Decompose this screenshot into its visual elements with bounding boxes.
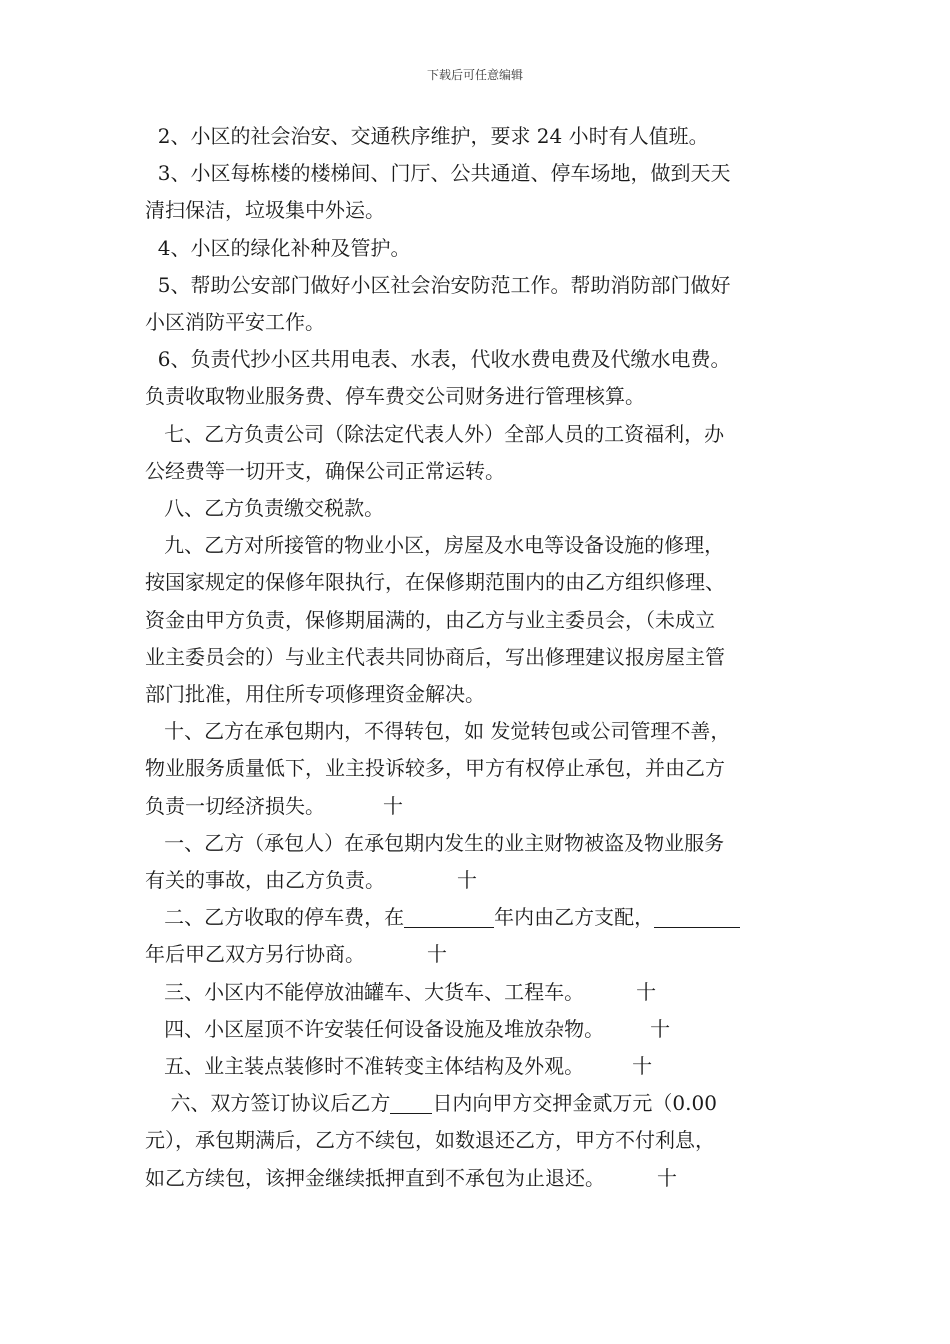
- document-body: [145, 118, 810, 1197]
- clause-line: 四、小区屋顶不许安装任何设备设施及堆放杂物。 十: [145, 1011, 810, 1048]
- clause-line: 九、乙方对所接管的物业小区，房屋及水电等设备设施的修理，: [145, 533, 725, 558]
- fill-in-blank: [404, 907, 494, 928]
- clause-line: 八、乙方负责缴交税款。: [145, 496, 385, 521]
- clause-paragraph: [145, 1048, 810, 1085]
- clause-paragraph: [145, 527, 810, 713]
- clause-line: 负责收取物业服务费、停车费交公司财务进行管理核算。: [145, 384, 645, 409]
- paragraph-end-mark: 十: [427, 942, 447, 967]
- clause-line: 小区消防平安工作。: [145, 310, 325, 335]
- clause-paragraph: [145, 490, 810, 527]
- clause-line: 公经费等一切开支，确保公司正常运转。: [145, 458, 505, 483]
- clause-line: 6、负责代抄小区共用电表、水表，代收水费电费及代缴水电费。: [145, 347, 731, 372]
- clause-paragraph: [145, 155, 810, 229]
- clause-line: 七、乙方负责公司（除法定代表人外）全部人员的工资福利，办: [145, 421, 725, 446]
- clause-paragraph: [145, 899, 810, 973]
- clause-line: 2、小区的社会治安、交通秩序维护，要求 24 小时有人值班。: [145, 124, 709, 148]
- clause-paragraph: [145, 1085, 810, 1197]
- clause-paragraph: [145, 974, 810, 1011]
- paragraph-end-mark: 十: [383, 793, 403, 818]
- clause-line: 年后甲乙双方另行协商。 十: [145, 936, 810, 973]
- clause-line: 按国家规定的保修年限执行，在保修期范围内的由乙方组织修理、: [145, 570, 725, 595]
- paragraph-end-mark: 十: [650, 1016, 671, 1041]
- paragraph-end-mark: 十: [632, 1054, 653, 1079]
- paragraph-end-mark: 十: [636, 979, 657, 1004]
- clause-paragraph: [145, 1011, 810, 1048]
- clause-line: 元），承包期满后，乙方不续包，如数退还乙方，甲方不付利息，: [145, 1128, 715, 1153]
- clause-line: 二、乙方收取的停车费，在 年内由乙方支配，: [145, 899, 810, 936]
- clause-paragraph: [145, 341, 810, 415]
- paragraph-end-mark: 十: [657, 1165, 677, 1190]
- clause-line: 业主委员会的）与业主代表共同协商后，写出修理建议报房屋主管: [145, 644, 725, 669]
- fill-in-blank: [654, 907, 740, 928]
- clause-line: 清扫保洁，垃圾集中外运。: [145, 198, 385, 223]
- clause-paragraph: [145, 416, 810, 490]
- fill-in-blank: [390, 1093, 432, 1114]
- clause-paragraph: [145, 713, 810, 825]
- clause-line: 资金由甲方负责，保修期届满的，由乙方与业主委员会，（未成立: [145, 607, 715, 632]
- clause-paragraph: [145, 230, 810, 267]
- clause-line: 六、双方签订协议后乙方 日内向甲方交押金贰万元（0.00: [145, 1091, 717, 1116]
- clause-line: 部门批准，用住所专项修理资金解决。: [145, 682, 485, 707]
- clause-paragraph: [145, 118, 810, 155]
- page-header: 下载后可任意编辑: [426, 68, 523, 82]
- clause-line: 5、帮助公安部门做好小区社会治安防范工作。帮助消防部门做好: [145, 272, 731, 297]
- clause-line: 负责一切经济损失。 十: [145, 788, 810, 825]
- clause-line: 十、乙方在承包期内，不得转包，如 发觉转包或公司管理不善，: [145, 719, 731, 744]
- clause-paragraph: [145, 825, 810, 899]
- clause-line: 3、小区每栋楼的楼梯间、门厅、公共通道、停车场地，做到天天: [145, 161, 731, 186]
- clause-line: 物业服务质量低下，业主投诉较多，甲方有权停止承包，并由乙方: [145, 756, 725, 781]
- clause-line: 三、小区内不能停放油罐车、大货车、工程车。 十: [145, 974, 810, 1011]
- clause-line: 一、乙方（承包人）在承包期内发生的业主财物被盗及物业服务: [145, 830, 725, 855]
- clause-paragraph: [145, 267, 810, 341]
- clause-line: 五、业主装点装修时不准转变主体结构及外观。 十: [145, 1048, 810, 1085]
- clause-line: 如乙方续包，该押金继续抵押直到不承包为止退还。 十: [145, 1160, 810, 1197]
- paragraph-end-mark: 十: [457, 868, 477, 893]
- clause-line: 有关的事故，由乙方负责。 十: [145, 862, 810, 899]
- clause-line: 4、小区的绿化补种及管护。: [145, 235, 411, 260]
